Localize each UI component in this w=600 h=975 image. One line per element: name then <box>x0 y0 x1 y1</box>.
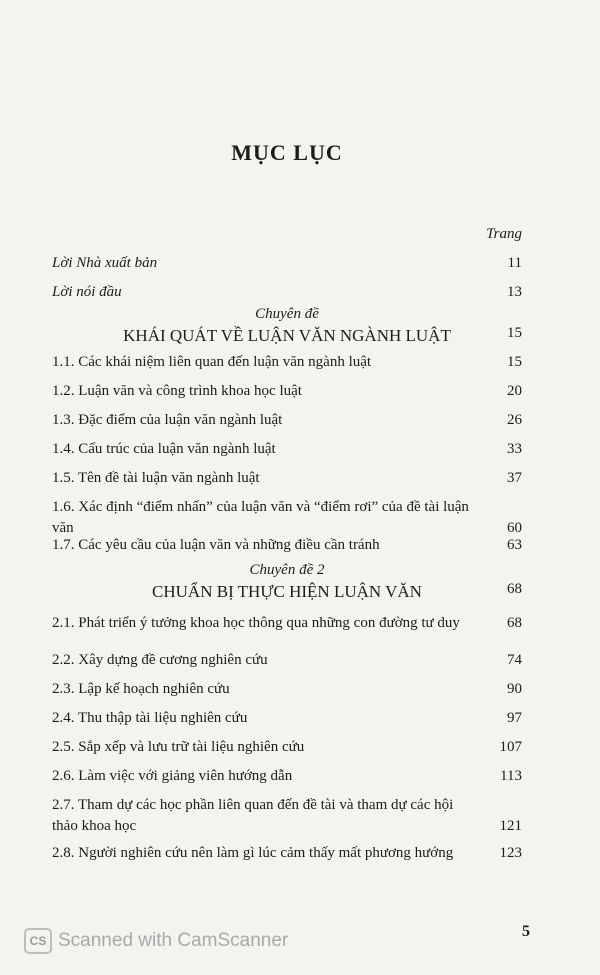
chapter-title: KHÁI QUÁT VỀ LUẬN VĂN NGÀNH LUẬT <box>123 326 451 345</box>
page-column-label: Trang <box>486 226 522 242</box>
chapter-label: Chuyên đề 2 <box>249 562 325 578</box>
toc-entry: 1.1. Các khái niệm liên quan đến luận văn ngành luật 15 <box>52 354 522 370</box>
page-number: 5 <box>522 923 530 940</box>
toc-entry: 2.4. Thu thập tài liệu nghiên cứu 97 <box>52 710 522 726</box>
toc-entry: 1.3. Đặc điểm của luận văn ngành luật 26 <box>52 412 522 428</box>
toc-entry: 2.8. Người nghiên cứu nên làm gì lúc cảm thấy mất phương hướng 123 <box>52 845 522 861</box>
toc-entry: 2.3. Lập kế hoạch nghiên cứu 90 <box>52 681 522 697</box>
chapter-label: Chuyên đề <box>255 306 319 322</box>
toc-entry: 2.1. Phát triển ý tưởng khoa học thông qua những con đường tư duy 68 <box>52 615 522 631</box>
toc-entry-preface: Lời nói đầu 13 <box>52 284 522 300</box>
chapter-title: CHUẨN BỊ THỰC HIỆN LUẬN VĂN <box>152 582 422 601</box>
toc-entry: 2.6. Làm việc với giảng viên hướng dẫn 113 <box>52 768 522 784</box>
toc-chapter-1 <box>52 304 522 346</box>
toc-entry-publisher-note: Lời Nhà xuất bản 11 <box>52 255 522 271</box>
toc-page <box>52 0 522 975</box>
scanner-watermark <box>0 922 600 975</box>
toc-entry: 1.4. Cấu trúc của luận văn ngành luật 33 <box>52 441 522 457</box>
toc-entry: 1.5. Tên đề tài luận văn ngành luật 37 <box>52 470 522 486</box>
toc-entry: 1.6. Xác định “điểm nhấn” của luận văn và “điểm rơi” của đề tài luận văn 60 <box>52 499 522 536</box>
toc-chapter-2 <box>52 560 522 602</box>
toc-entry: 1.2. Luận văn và công trình khoa học luật 20 <box>52 383 522 399</box>
page-title: MỤC LỤC <box>231 140 343 165</box>
camscanner-logo-icon: CS <box>24 928 52 954</box>
toc-entry: 2.7. Tham dự các học phần liên quan đến đề tài và tham dự các hội thảo khoa học 121 <box>52 797 522 834</box>
toc-entry: 1.7. Các yêu cầu của luận văn và những điều cần tránh 63 <box>52 537 522 553</box>
chapter-page: 68 <box>507 581 522 597</box>
toc-entry: 2.2. Xây dựng đề cương nghiên cứu 74 <box>52 652 522 668</box>
chapter-page: 15 <box>507 325 522 341</box>
watermark-text: Scanned with CamScanner <box>58 930 289 951</box>
toc-entry: 2.5. Sắp xếp và lưu trữ tài liệu nghiên cứu 107 <box>52 739 522 755</box>
